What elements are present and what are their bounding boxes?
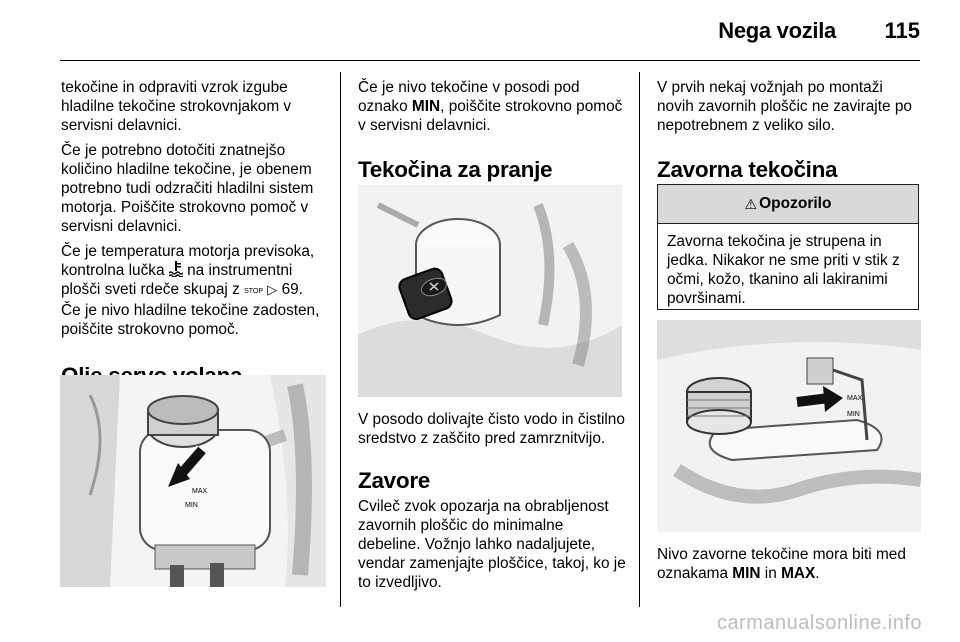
column-1 xyxy=(61,78,326,389)
min-mark: MIN xyxy=(411,98,441,115)
column-2-lower xyxy=(358,410,626,598)
page-header xyxy=(60,0,920,61)
section-heading: Tekočina za pranje xyxy=(358,157,553,182)
reference-arrow-icon: ▷ xyxy=(267,282,278,297)
page-title: Nega vozila xyxy=(718,18,836,43)
column-2 xyxy=(358,78,626,183)
warning-header xyxy=(658,185,918,224)
column-divider xyxy=(639,72,640,607)
paragraph: Če je nivo tekočine v posodi pod oznako MIN, poiščite strokovno pomoč v servisni delavnici. xyxy=(358,79,623,134)
warning-box xyxy=(657,184,919,310)
coolant-temperature-icon xyxy=(169,261,183,277)
brake-fluid-reservoir-image xyxy=(657,320,921,532)
paragraph: Cvileč zvok opozarja na obrabljenost zavornih ploščic do minimalne debeline. Vožnjo lahko nadaljujete, vendar zamenjajte ploščice, takoj, ko je to izvedljivo. xyxy=(358,498,626,591)
min-mark: MIN xyxy=(732,565,761,582)
warning-icon: ⚠ xyxy=(744,195,758,212)
paragraph: V prvih nekaj vožnjah po montaži novih zavornih ploščic ne zavirajte po nepotrebnem z veliko silo. xyxy=(657,79,912,134)
min-mark-label: MIN xyxy=(185,502,198,509)
paragraph: Če je nivo hladilne tekočine zadosten, poiščite strokovno pomoč. xyxy=(61,302,320,338)
paragraph: Če je potrebno dotočiti znatnejšo količino hladilne tekočine, je obenem potrebno tudi odzračiti hladilni sistem motorja. Poiščite strokovno pomoč v servisni delavnici. xyxy=(61,142,314,235)
max-mark: MAX xyxy=(781,565,816,582)
page-reference: 69. xyxy=(281,281,303,298)
paragraph: V posodo dolivajte čisto vodo in čistilno sredstvo z zaščito pred zamrznitvijo. xyxy=(358,411,625,447)
stop-label: STOP xyxy=(244,288,263,295)
max-mark-label: MAX xyxy=(847,395,863,402)
section-heading: Zavorna tekočina xyxy=(657,157,838,182)
warning-title: Opozorilo xyxy=(759,195,832,212)
column-divider xyxy=(340,72,341,607)
section-heading: Zavore xyxy=(358,468,430,493)
paragraph: Če je temperatura motorja previsoka, kontrolna lučka na instrumentni plošči sveti rdeče skupaj z STOP ▷ 69. xyxy=(61,243,315,298)
min-mark-label: MIN xyxy=(847,411,860,418)
warning-text: Zavorna tekočina je strupena in jedka. Nikakor ne sme priti v stik z očmi, kožo, tkanino ali lakiranimi površinami. xyxy=(667,233,900,307)
max-mark-label: MAX xyxy=(192,488,208,495)
column-3-lower xyxy=(657,545,922,589)
column-3 xyxy=(657,78,922,183)
watermark: carmanualsonline.info xyxy=(716,612,922,634)
power-steering-reservoir-image xyxy=(60,375,326,587)
paragraph: tekočine in odpraviti vzrok izgube hladilne tekočine strokovnjakom v servisni delavnici. xyxy=(61,79,292,134)
washer-fluid-reservoir-image xyxy=(358,185,622,397)
paragraph: Nivo zavorne tekočine mora biti med oznakama MIN in MAX. xyxy=(657,546,906,582)
page-number: 115 xyxy=(884,18,920,43)
